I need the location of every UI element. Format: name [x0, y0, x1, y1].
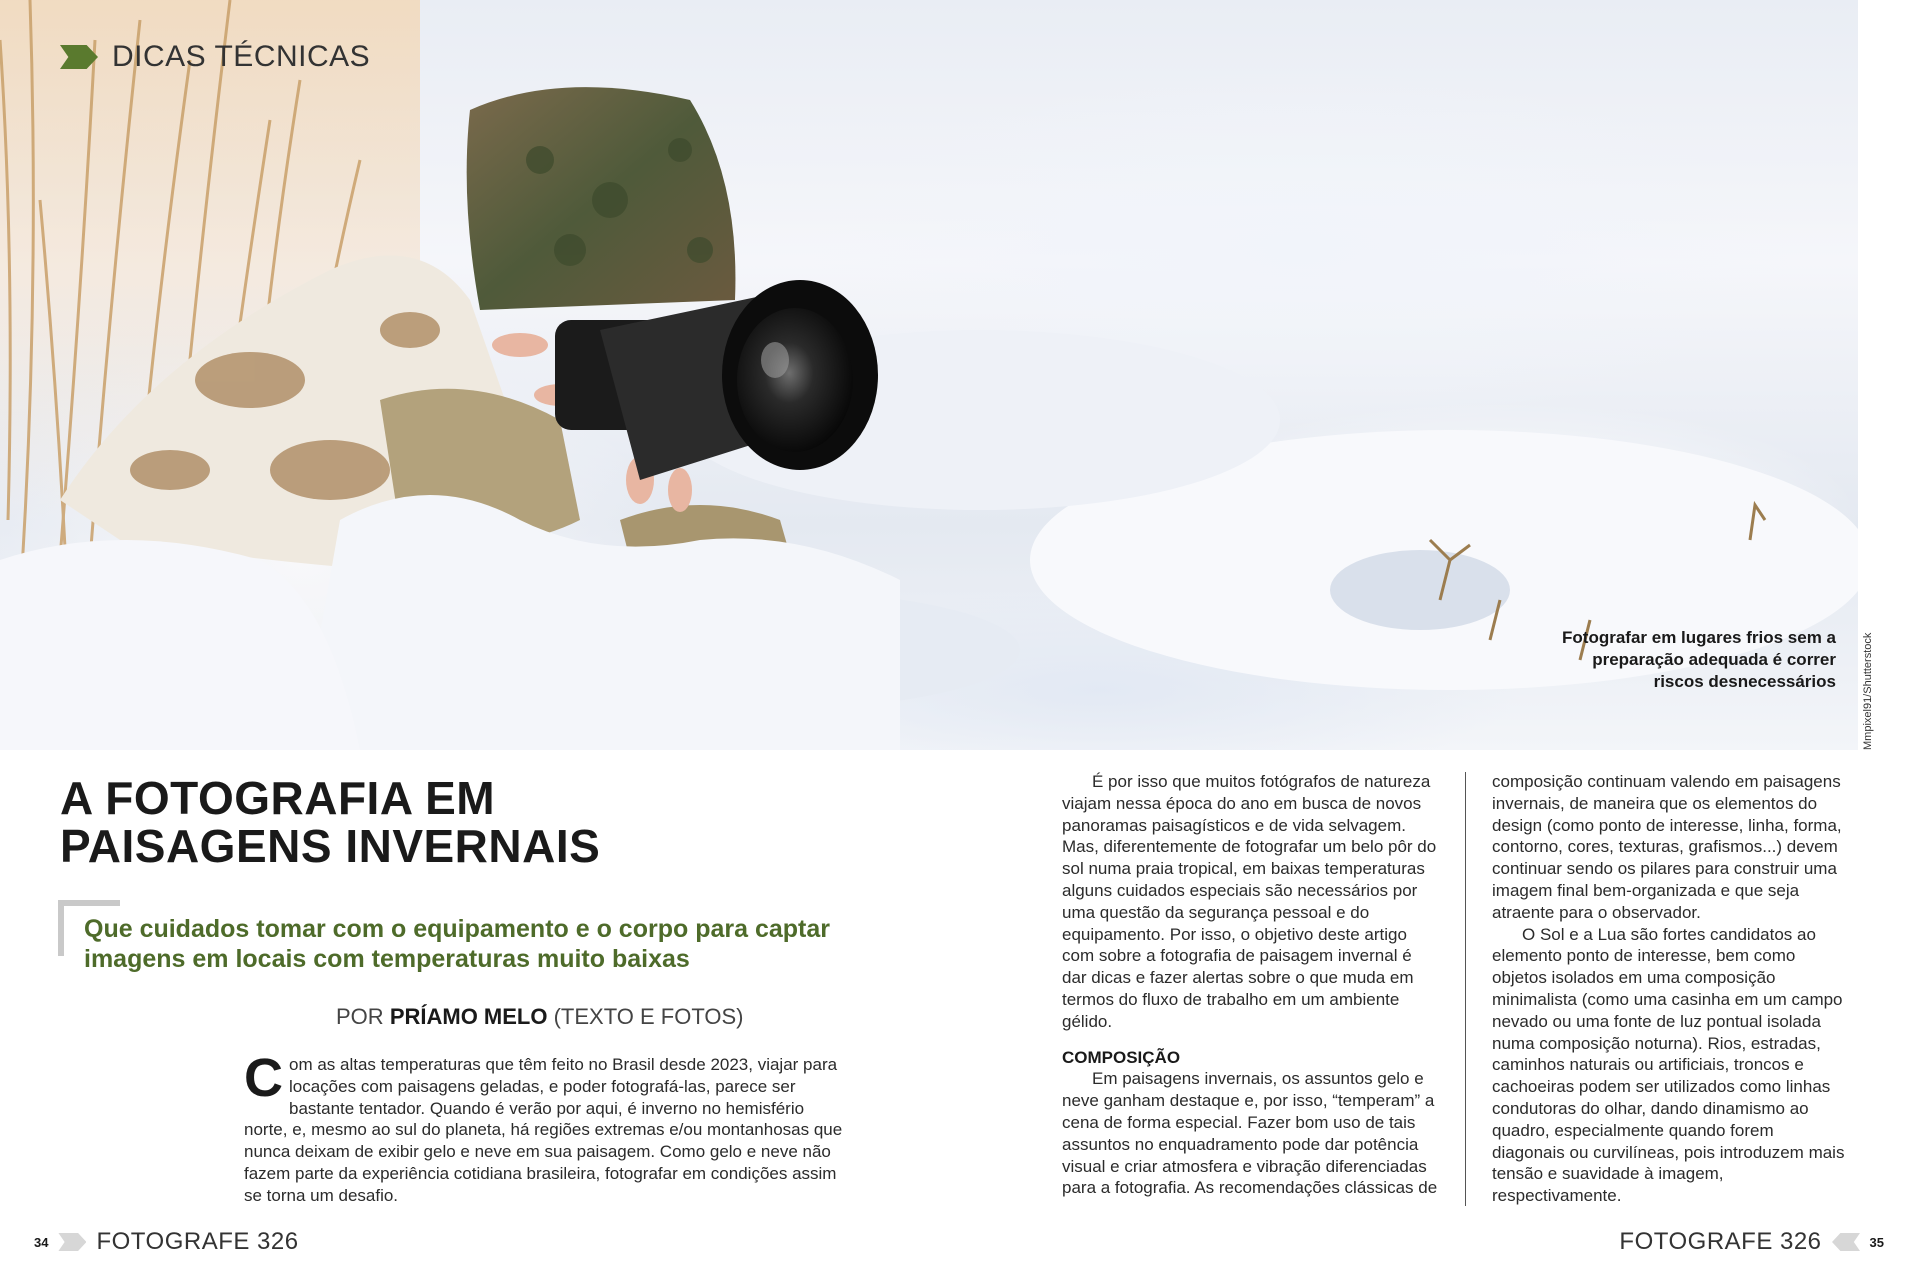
photo-caption: Fotografar em lugares frios sem a preparação adequada é correr riscos desnecessários — [1562, 628, 1836, 691]
text-column-2 — [1492, 771, 1848, 1207]
intro-paragraph — [244, 1048, 844, 1207]
lens-reflection — [761, 342, 789, 378]
paragraph: Em paisagens invernais, os assuntos gelo e neve ganham destaque e, por isso, “temperam” a cena de forma especial. Fazer bom uso de tais assuntos no enquadramento pode dar potência visual e criar atmosfera e vibração diferenciadas para a fotografia. As recomendações clássicas de — [1062, 1069, 1438, 1198]
intro-text: om as altas temperaturas que têm feito no Brasil desde 2023, viajar para locações com paisagens geladas, e poder fotografá-las, parece ser bastante tentador. Quando é verão por aqui, é inverno no hemisfério norte, e, mesmo ao sul do planeta, há regiões extremas e/ou montanhosas que nunca deixam de exibir gelo e neve em sua paisagem. Como gelo e neve não fazem parte da experiência cotidiana brasileira, fotografar em condições assim se torna um desafio. — [244, 1055, 843, 1205]
byline-prefix: POR — [336, 1004, 384, 1029]
magazine-issue: FOTOGRAFE 326 — [96, 1228, 299, 1255]
byline-author: PRÍAMO MELO — [389, 1004, 548, 1029]
lens-glass — [737, 308, 853, 452]
snow-foreground — [0, 540, 360, 750]
magazine-issue: FOTOGRAFE 326 — [1619, 1228, 1822, 1255]
chevron-right-icon — [60, 45, 98, 69]
chevron-right-icon — [58, 1233, 86, 1251]
paragraph: O Sol e a Lua são fortes candidatos ao elemento ponto de interesse, bem como objetos isolados em uma composição minimalista (como uma casinha em um campo nevado ou uma fonte de luz pontual isolada numa composição noturna). Rios, estradas, caminhos naturais ou artificiais, troncos e cachoeiras podem ser utilizados como linhas condutoras do olhar, dando dinamismo ao quadro, especialmente quando forem diagonais ou curvilíneas, pois introduzem mais tensão e suavidade à imagem, respectivamente. — [1492, 924, 1845, 1206]
footer-left — [34, 1228, 299, 1256]
byline-suffix: (TEXTO E FOTOS) — [553, 1004, 744, 1029]
article-headline — [60, 774, 960, 870]
snow-foreground — [300, 495, 900, 750]
page-number: 35 — [1869, 1234, 1884, 1250]
page-number: 34 — [34, 1234, 49, 1250]
subhead-bracket — [58, 900, 64, 956]
subhead-bracket — [58, 900, 120, 906]
section-tag — [60, 40, 370, 74]
footer-right — [1619, 1228, 1884, 1256]
column-divider — [1465, 772, 1466, 1206]
drop-cap: C — [244, 1048, 283, 1108]
headline-line: A FOTOGRAFIA EM — [60, 772, 496, 824]
snow-shadow — [1330, 550, 1510, 630]
article-subhead: Que cuidados tomar com o equipamento e o corpo para captar imagens em locais com temperaturas muito baixas — [84, 915, 830, 973]
text-column-1 — [1062, 771, 1440, 1199]
paragraph: composição continuam valendo em paisagens invernais, de maneira que os elementos do design (como ponto de interesse, linha, forma, contorno, cores, texturas, grafismos...) devem continuar sendo os pilares para construir uma imagem final bem-organizada e que seja atraente para o observador. — [1492, 772, 1842, 922]
paragraph: É por isso que muitos fotógrafos de natureza viajam nessa época do ano em busca de novos panoramas paisagísticos e de vida selvagem. Mas, diferentemente de fotografar um belo pôr do sol numa praia tropical, em baixas temperaturas alguns cuidados especiais são necessários por uma questão da segurança pessoal e do equipamento. Por isso, o objetivo deste artigo com sobre a fotografia de paisagem invernal é dar dicas e fazer alertas sobre o que muda em termos do fluxo de trabalho em um ambiente gélido. — [1062, 772, 1437, 1031]
photo-credit: Mmpixel91/Shutterstock — [1862, 632, 1874, 750]
chevron-left-icon — [1832, 1233, 1860, 1251]
headline-line: PAISAGENS INVERNAIS — [60, 820, 601, 872]
byline — [336, 1004, 743, 1030]
section-label: DICAS TÉCNICAS — [112, 40, 371, 73]
section-heading: COMPOSIÇÃO — [1062, 1047, 1181, 1067]
